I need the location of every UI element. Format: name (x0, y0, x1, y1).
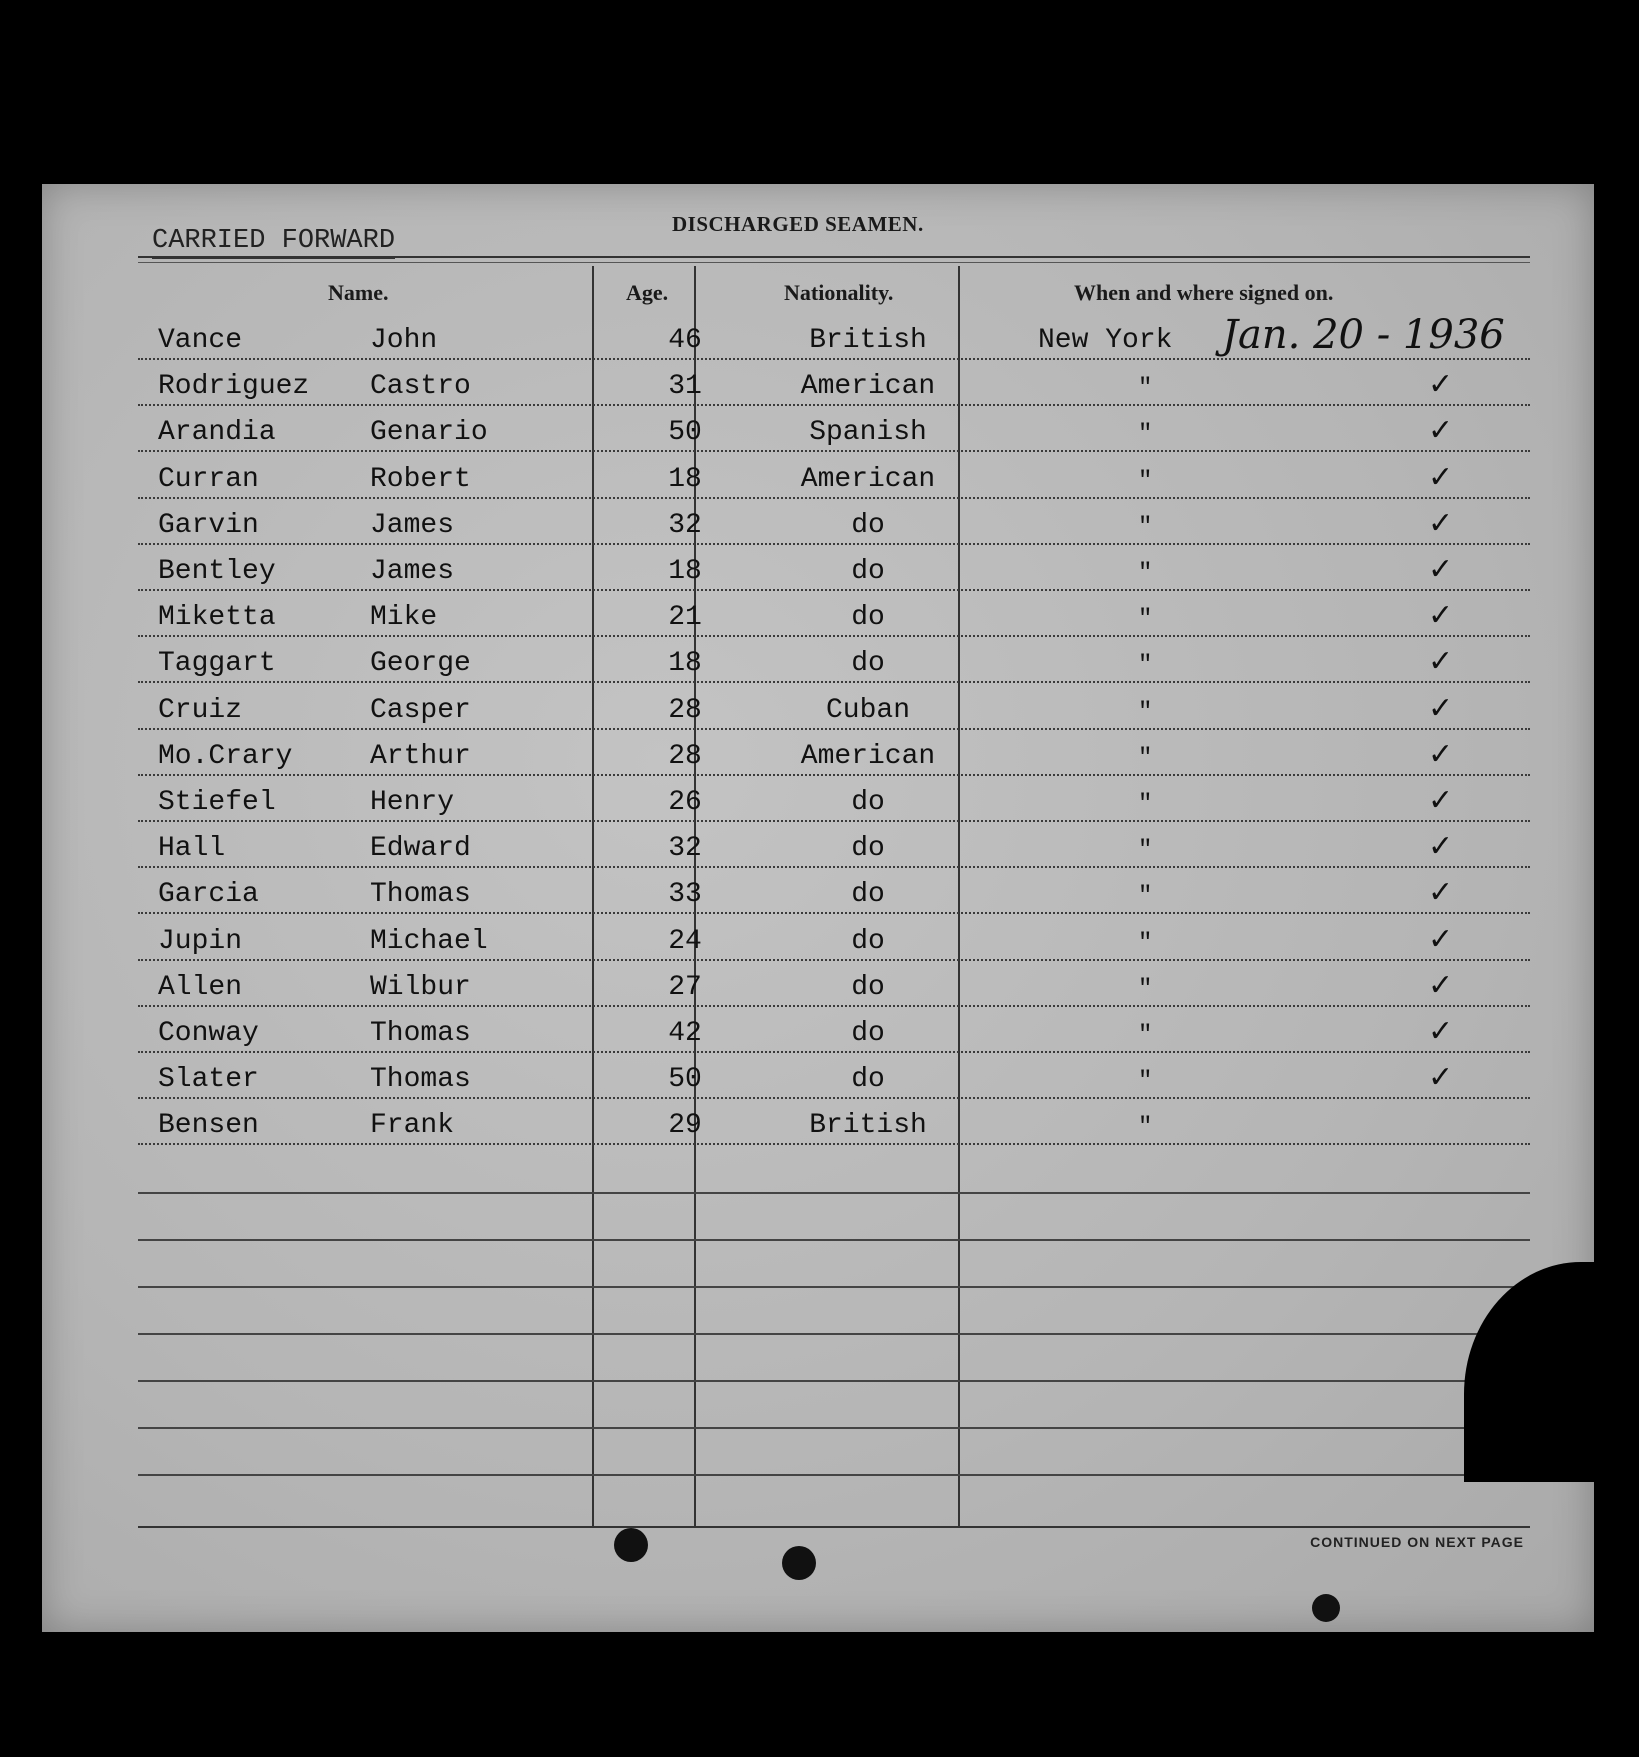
punch-hole (614, 1528, 648, 1562)
table-row (138, 453, 1530, 499)
check-mark-icon: ✓ (1428, 967, 1454, 1003)
seaman-last-name: Jupin (158, 925, 243, 957)
seaman-first-name: Thomas (370, 1064, 471, 1096)
seaman-nationality: do (851, 925, 885, 957)
check-mark-icon: ✓ (1428, 413, 1454, 449)
table-row (138, 360, 1530, 406)
seaman-age: 33 (668, 879, 702, 911)
column-header-nationality: Nationality. (784, 280, 894, 305)
seaman-nationality: do (851, 1064, 885, 1096)
seaman-last-name: Garvin (158, 509, 259, 541)
seaman-first-name: Wilbur (370, 971, 471, 1003)
seaman-nationality: do (851, 787, 885, 818)
punch-hole (782, 1546, 816, 1580)
seaman-last-name: Arandia (158, 417, 276, 449)
signed-on-place: New York (1038, 325, 1173, 356)
seaman-last-name: Garcia (158, 879, 259, 911)
seaman-nationality: do (851, 833, 885, 865)
check-mark-icon: ✓ (1428, 598, 1454, 634)
seaman-last-name: Stiefel (158, 787, 276, 818)
ditto-mark: " (1138, 837, 1153, 865)
seaman-nationality: do (851, 879, 885, 911)
seaman-first-name: Thomas (370, 879, 471, 911)
table-row (138, 915, 1530, 961)
seaman-last-name: Miketta (158, 602, 276, 634)
check-mark-icon: ✓ (1428, 1014, 1454, 1049)
seaman-nationality: American (800, 463, 936, 495)
column-header-age: Age. (626, 280, 669, 305)
ditto-mark: " (1138, 1114, 1153, 1142)
empty-ruled-row (138, 1428, 1530, 1476)
seaman-last-name: Cruiz (158, 694, 243, 726)
ditto-mark: " (1138, 560, 1153, 587)
check-mark-icon: ✓ (1428, 367, 1454, 403)
seaman-nationality: do (851, 509, 885, 541)
table-row (138, 591, 1530, 637)
empty-ruled-row (138, 1381, 1530, 1429)
seaman-first-name: Frank (370, 1110, 455, 1142)
punch-hole (1312, 1594, 1340, 1622)
table-row (138, 868, 1530, 914)
seaman-nationality: do (851, 602, 885, 634)
ditto-mark: " (1138, 467, 1153, 495)
seaman-age: 18 (668, 648, 702, 680)
seaman-first-name: Arthur (370, 740, 471, 772)
empty-ruled-row (138, 1287, 1530, 1335)
seaman-age: 42 (668, 1018, 702, 1049)
seaman-first-name: Casper (370, 694, 471, 726)
seaman-nationality: American (800, 740, 936, 772)
seaman-nationality: do (851, 648, 885, 680)
seaman-nationality: Cuban (825, 694, 910, 726)
footer-rule (138, 1526, 1530, 1528)
seaman-first-name: George (370, 648, 471, 680)
table-row (138, 730, 1530, 776)
ditto-mark: " (1138, 698, 1153, 726)
ditto-mark: " (1138, 791, 1153, 818)
seaman-nationality: British (809, 1110, 927, 1142)
seaman-age: 27 (668, 971, 702, 1003)
ditto-mark: " (1138, 1022, 1153, 1049)
seaman-first-name: John (370, 325, 438, 356)
table-row (138, 684, 1530, 730)
check-mark-icon: ✓ (1428, 783, 1454, 818)
handwritten-date: Jan. 20 - 1936 (1222, 312, 1505, 358)
document-page (42, 184, 1594, 1632)
seaman-last-name: Rodriguez (158, 371, 310, 403)
seaman-last-name: Slater (158, 1064, 259, 1096)
seaman-nationality: British (809, 325, 927, 356)
ditto-mark: " (1138, 929, 1153, 957)
table-row (138, 822, 1530, 868)
seaman-last-name: Bentley (158, 556, 276, 587)
table-row (138, 1099, 1530, 1145)
page-title: DISCHARGED SEAMEN. (672, 212, 924, 236)
ditto-mark: " (1138, 744, 1153, 772)
seaman-last-name: Vance (158, 325, 243, 356)
column-header-name: Name. (328, 280, 389, 305)
seaman-last-name: Allen (158, 971, 243, 1003)
seaman-age: 24 (668, 925, 702, 957)
seaman-first-name: James (370, 509, 455, 541)
seaman-first-name: Henry (370, 787, 455, 818)
seaman-last-name: Hall (158, 833, 226, 865)
ditto-mark: " (1138, 513, 1153, 541)
table-row (138, 961, 1530, 1007)
table-row (138, 637, 1530, 683)
table-row (138, 776, 1530, 822)
seaman-age: 29 (668, 1110, 702, 1142)
ditto-mark: " (1138, 652, 1153, 680)
seaman-age: 32 (668, 833, 702, 865)
check-mark-icon: ✓ (1428, 459, 1454, 495)
seaman-age: 28 (668, 694, 702, 726)
ditto-mark: " (1138, 375, 1153, 403)
check-mark-icon: ✓ (1428, 1060, 1454, 1096)
ditto-mark: " (1138, 606, 1153, 634)
header-rule-thin (138, 262, 1530, 263)
check-mark-icon: ✓ (1428, 736, 1454, 772)
ditto-mark: " (1138, 1068, 1153, 1096)
table-row (138, 1053, 1530, 1099)
seaman-nationality: Spanish (809, 417, 927, 449)
check-mark-icon: ✓ (1428, 505, 1454, 541)
check-mark-icon: ✓ (1428, 644, 1454, 680)
seaman-last-name: Curran (158, 463, 259, 495)
table-row (138, 314, 1530, 360)
seaman-last-name: Conway (158, 1018, 259, 1049)
ditto-mark: " (1138, 975, 1153, 1003)
seaman-age: 32 (668, 509, 702, 541)
check-mark-icon: ✓ (1428, 690, 1454, 726)
seaman-first-name: Genario (370, 417, 488, 449)
seaman-nationality: do (851, 556, 885, 587)
empty-ruled-row (138, 1193, 1530, 1241)
seaman-age: 50 (668, 1064, 702, 1096)
table-row (138, 1007, 1530, 1053)
seaman-first-name: Robert (370, 463, 471, 495)
check-mark-icon: ✓ (1428, 921, 1454, 957)
seaman-first-name: Edward (370, 833, 471, 865)
seaman-first-name: Mike (370, 602, 438, 634)
seaman-nationality: American (800, 371, 936, 403)
column-header-signed-on: When and where signed on. (1074, 280, 1334, 305)
table-row (138, 499, 1530, 545)
seaman-last-name: Mo.Crary (158, 740, 293, 772)
check-mark-icon: ✓ (1428, 829, 1454, 865)
seaman-first-name: Castro (370, 371, 471, 403)
carried-forward-label: CARRIED FORWARD (152, 226, 395, 259)
seaman-age: 31 (668, 371, 702, 403)
seaman-first-name: Thomas (370, 1018, 471, 1049)
seaman-age: 50 (668, 417, 702, 449)
seaman-first-name: James (370, 556, 455, 587)
seaman-age: 21 (668, 602, 702, 634)
continued-note: CONTINUED ON NEXT PAGE (1310, 1534, 1524, 1550)
seaman-last-name: Taggart (158, 648, 276, 680)
empty-ruled-row (138, 1334, 1530, 1382)
seaman-age: 28 (668, 740, 702, 772)
seaman-last-name: Bensen (158, 1110, 259, 1142)
seaman-age: 18 (668, 556, 702, 587)
seaman-first-name: Michael (370, 925, 488, 957)
seaman-nationality: do (851, 1018, 885, 1049)
header-rule (138, 256, 1530, 258)
seaman-age: 18 (668, 463, 702, 495)
check-mark-icon: ✓ (1428, 875, 1454, 911)
ditto-mark: " (1138, 883, 1153, 911)
table-row (138, 406, 1530, 452)
empty-ruled-row (138, 1146, 1530, 1194)
ditto-mark: " (1138, 421, 1153, 449)
check-mark-icon: ✓ (1428, 552, 1454, 587)
table-row (138, 545, 1530, 591)
seaman-nationality: do (851, 971, 885, 1003)
seaman-age: 26 (668, 787, 702, 818)
seaman-age: 46 (668, 325, 702, 356)
empty-ruled-row (138, 1240, 1530, 1288)
